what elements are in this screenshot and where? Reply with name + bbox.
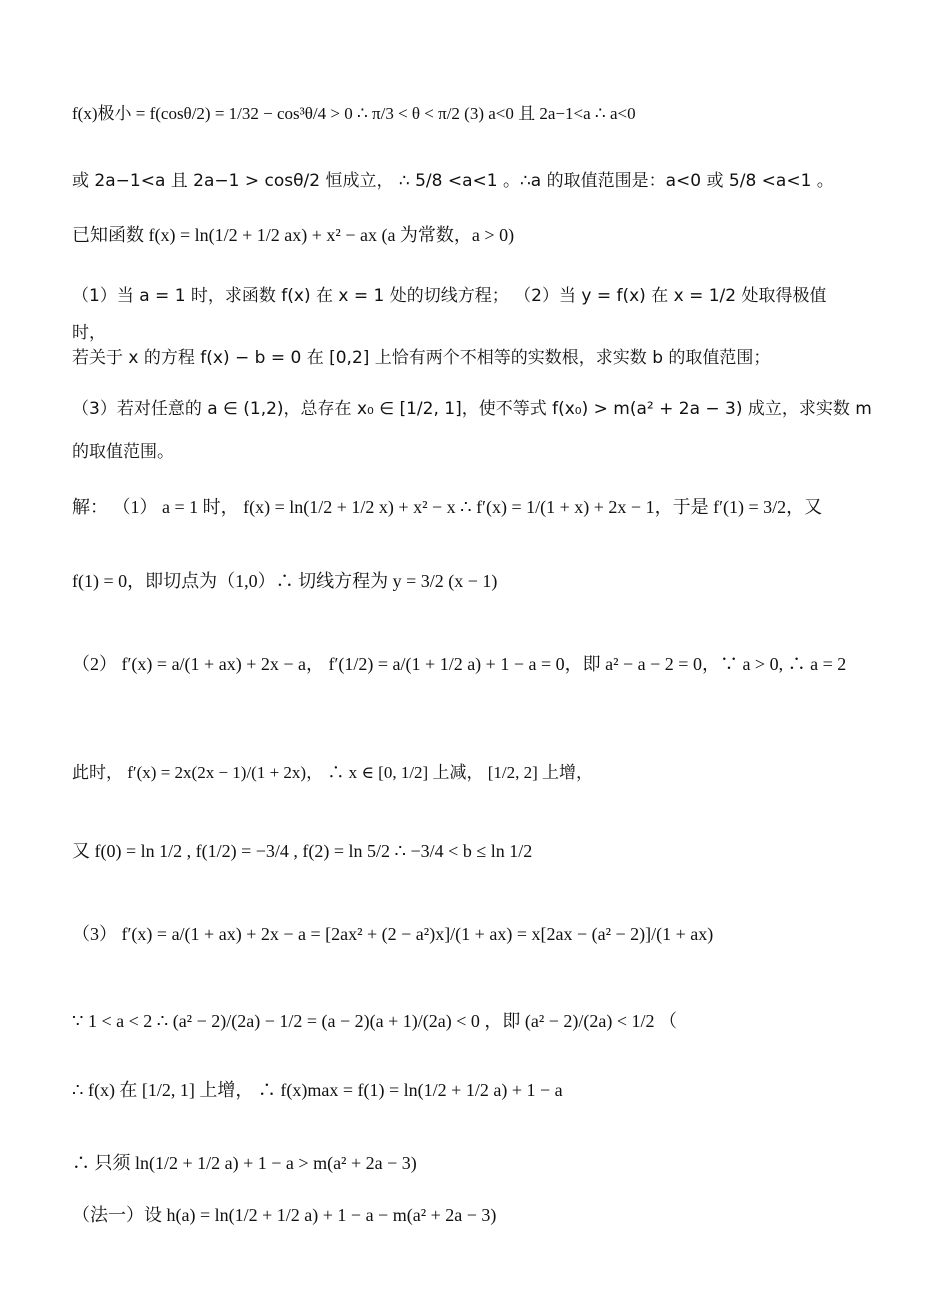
text-line-18: （法一）设 h(a) = ln(1/2 + 1/2 a) + 1 − a − m(a² + 2a − 3) — [72, 1205, 497, 1225]
text-line-11: （2） f′(x) = a/(1 + ax) + 2x − a， f′(1/2) = a/(1 + 1/2 a) + 1 − a = 0，即 a² − a − 2 = 0，∵ a > 0, ∴ a = 2 — [72, 654, 847, 674]
text-line-4: （1）当 a = 1 时，求函数 f(x) 在 x = 1 处的切线方程； （2）当 y = f(x) 在 x = 1/2 处取得极值 — [72, 286, 827, 306]
text-line-8: 的取值范围。 — [72, 442, 174, 462]
text-line-14: （3） f′(x) = a/(1 + ax) + 2x − a = [2ax² + (2 − a²)x]/(1 + ax) = x[2ax − (a² − 2)]/(1 + ax) — [72, 924, 714, 944]
text-line-17: ∴ 只须 ln(1/2 + 1/2 a) + 1 − a > m(a² + 2a − 3) — [72, 1153, 417, 1173]
text-line-10: f(1) = 0，即切点为（1,0）∴ 切线方程为 y = 3/2 (x − 1) — [72, 571, 498, 591]
text-line-16: ∴ f(x) 在 [1/2, 1] 上增， ∴ f(x)max = f(1) = ln(1/2 + 1/2 a) + 1 − a — [72, 1080, 563, 1100]
text-line-7: （3）若对任意的 a ∈ (1,2)，总存在 x₀ ∈ [1/2, 1]，使不等式 f(x₀) > m(a² + 2a − 3) 成立，求实数 m — [72, 399, 872, 419]
text-line-15: ∵ 1 < a < 2 ∴ (a² − 2)/(2a) − 1/2 = (a − 2)(a + 1)/(2a) < 0 ，即 (a² − 2)/(2a) < 1/2 （ — [72, 1011, 678, 1031]
text-line-5: 时， — [72, 323, 106, 343]
text-line-1: f(x)极小 = f(cosθ/2) = 1/32 − cos³θ/4 > 0 ∴ π/3 < θ < π/2 (3) a<0 且 2a−1<a ∴ a<0 — [72, 104, 636, 123]
text-line-12: 此时， f′(x) = 2x(2x − 1)/(1 + 2x)， ∴ x ∈ [0, 1/2] 上减， [1/2, 2] 上增， — [72, 763, 594, 782]
text-line-6: 若关于 x 的方程 f(x) − b = 0 在 [0,2] 上恰有两个不相等的实数根，求实数 b 的取值范围； — [72, 348, 771, 368]
text-line-3: 已知函数 f(x) = ln(1/2 + 1/2 ax) + x² − ax (a 为常数，a > 0) — [72, 225, 515, 245]
text-line-13: 又 f(0) = ln 1/2 , f(1/2) = −3/4 , f(2) = ln 5/2 ∴ −3/4 < b ≤ ln 1/2 — [72, 841, 533, 861]
text-line-2: 或 2a−1<a 且 2a−1 > cosθ/2 恒成立， ∴ 5/8 <a<1 。∴a 的取值范围是：a<0 或 5/8 <a<1 。 — [72, 171, 834, 191]
text-line-9: 解： （1） a = 1 时， f(x) = ln(1/2 + 1/2 x) + x² − x ∴ f′(x) = 1/(1 + x) + 2x − 1，于是 f′(1) = 3/2，又 — [72, 497, 823, 517]
